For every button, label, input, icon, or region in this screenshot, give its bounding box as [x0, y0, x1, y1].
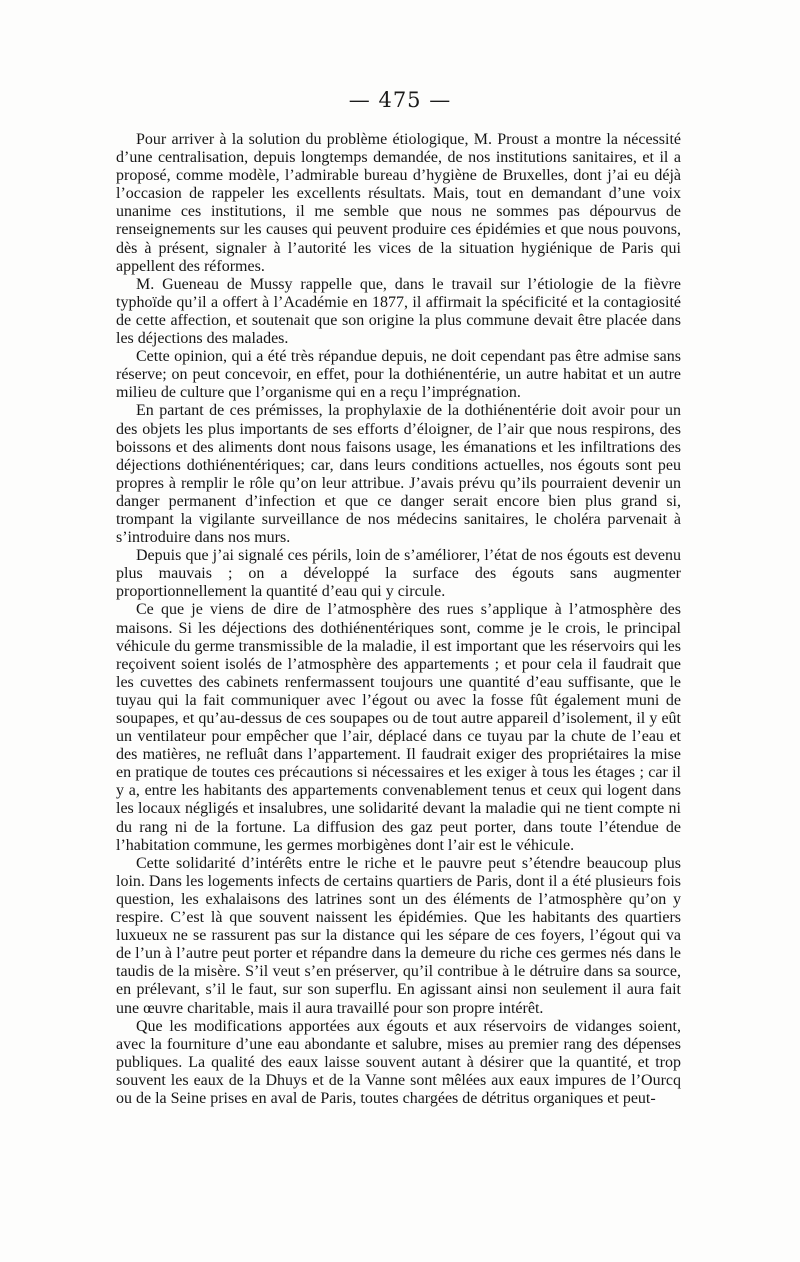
paragraph-8: Que les modifications apportées aux égouts et aux réservoirs de vidanges soient, avec la fourniture d’une eau abondante et salubre, mises au premier rang des dépenses publiques. La qualité des eaux laisse souvent autant à désirer que la quantité, et trop souvent les eaux de la Dhuys et de la Vanne sont mêlées aux eaux impures de l’Ourcq ou de la Seine prises en aval de Paris, toutes chargées de détritus organiques et peut-	[116, 1017, 681, 1107]
page-number: — 475 —	[348, 88, 452, 112]
paragraph-6: Ce que je viens de dire de l’atmosphère des rues s’applique à l’atmosphère des maisons. Si les déjections des dothiénentériques sont, comme je le crois, le principal véhicule du germe transmissible de la maladie, il est important que les réservoirs qui les reçoivent soient isolés de l’atmosphère des appartements ; et pour cela il faudrait que les cuvettes des cabinets renfermassent toujours une quantité d’eau suffisante, que le tuyau qui la fait communiquer avec l’égout ou avec la fosse fût également muni de soupapes, et qu’au-dessus de ces soupapes ou de tout autre appareil d’isolement, il y eût un ventilateur pour empêcher que l’air, déplacé dans ce tuyau par la chute de l’eau et des matières, ne refluât dans l’appartement. Il faudrait exiger des propriétaires la mise en pratique de toutes ces précautions si nécessaires et les exiger à tous les étages ; car il y a, entre les habitants des appartements convenablement tenus et ceux qui logent dans les locaux négligés et insalubres, une solidarité devant la maladie qui ne tient compte ni du rang ni de la fortune. La diffusion des gaz peut porter, dans toute l’étendue de l’habitation commune, les germes morbigènes dont l’air est le véhicule.	[116, 601, 681, 854]
paragraph-3: Cette opinion, qui a été très répandue depuis, ne doit cependant pas être admise sans réserve; on peut concevoir, en effet, pour la dothiénentérie, un autre habitat et un autre milieu de culture que l’organisme qui en a reçu l’imprégnation.	[116, 348, 681, 402]
paragraph-1: Pour arriver à la solution du problème étiologique, M. Proust a montre la nécessité d’une centralisation, depuis longtemps demandée, de nos institutions sanitaires, et il a proposé, comme modèle, l’admirable bureau d’hygiène de Bruxelles, dont j’ai eu déjà l’occasion de rappeler les excellents résultats. Mais, tout en demandant d’une voix unanime ces institutions, il me semble que nous ne sommes pas dépourvus de renseignements sur les causes qui peuvent produire ces épidémies et que nous pouvons, dès à présent, signaler à l’autorité les vices de la situation hygiénique de Paris qui appellent des réformes.	[116, 131, 681, 275]
paragraph-7: Cette solidarité d’intérêts entre le riche et le pauvre peut s’étendre beaucoup plus loin. Dans les logements infects de certains quartiers de Paris, dont il a été plusieurs fois question, les exhalaisons des latrines sont un des éléments de l’atmosphère qu’on y respire. C’est là que souvent naissent les épidémies. Que les habitants des quartiers luxueux ne se rassurent pas sur la distance qui les sépare de ces foyers, l’égout qui va de l’un à l’autre peut porter et répandre dans la demeure du riche ces germes nés dans le taudis de la misère. S’il veut s’en préserver, qu’il contribue à le détruire dans sa source, en prélevant, s’il le faut, sur son superflu. En agissant ainsi non seulement il aura fait une œuvre charitable, mais il aura travaillé pour son propre intérêt.	[116, 854, 681, 1017]
paragraph-5: Depuis que j’ai signalé ces périls, loin de s’améliorer, l’état de nos égouts est devenu plus mauvais ; on a développé la surface des égouts sans augmenter proportionnellement la quantité d’eau qui y circule.	[116, 547, 681, 601]
paragraph-4: En partant de ces prémisses, la prophylaxie de la dothiénentérie doit avoir pour un des objets les plus importants de ses efforts d’éloigner, de l’air que nous respirons, des boissons et des aliments dont nous faisons usage, les émanations et les infiltrations des déjections dothiénentériques; car, dans leurs conditions actuelles, nos égouts sont peu propres à remplir le rôle qu’on leur attribue. J’avais prévu qu’ils pourraient devenir un danger permanent d’infection et que ce danger serait encore bien plus grand si, trompant la vigilante surveillance de nos médecins sanitaires, le choléra parvenait à s’introduire dans nos murs.	[116, 402, 681, 547]
body-text	[116, 131, 681, 1108]
paragraph-2: M. Gueneau de Mussy rappelle que, dans le travail sur l’étiologie de la fièvre typhoïde qu’il a offert à l’Académie en 1877, il affirmait la spécificité et la contagiosité de cette affection, et soutenait que son origine la plus commune devait être placée dans les déjections des malades.	[116, 275, 681, 348]
